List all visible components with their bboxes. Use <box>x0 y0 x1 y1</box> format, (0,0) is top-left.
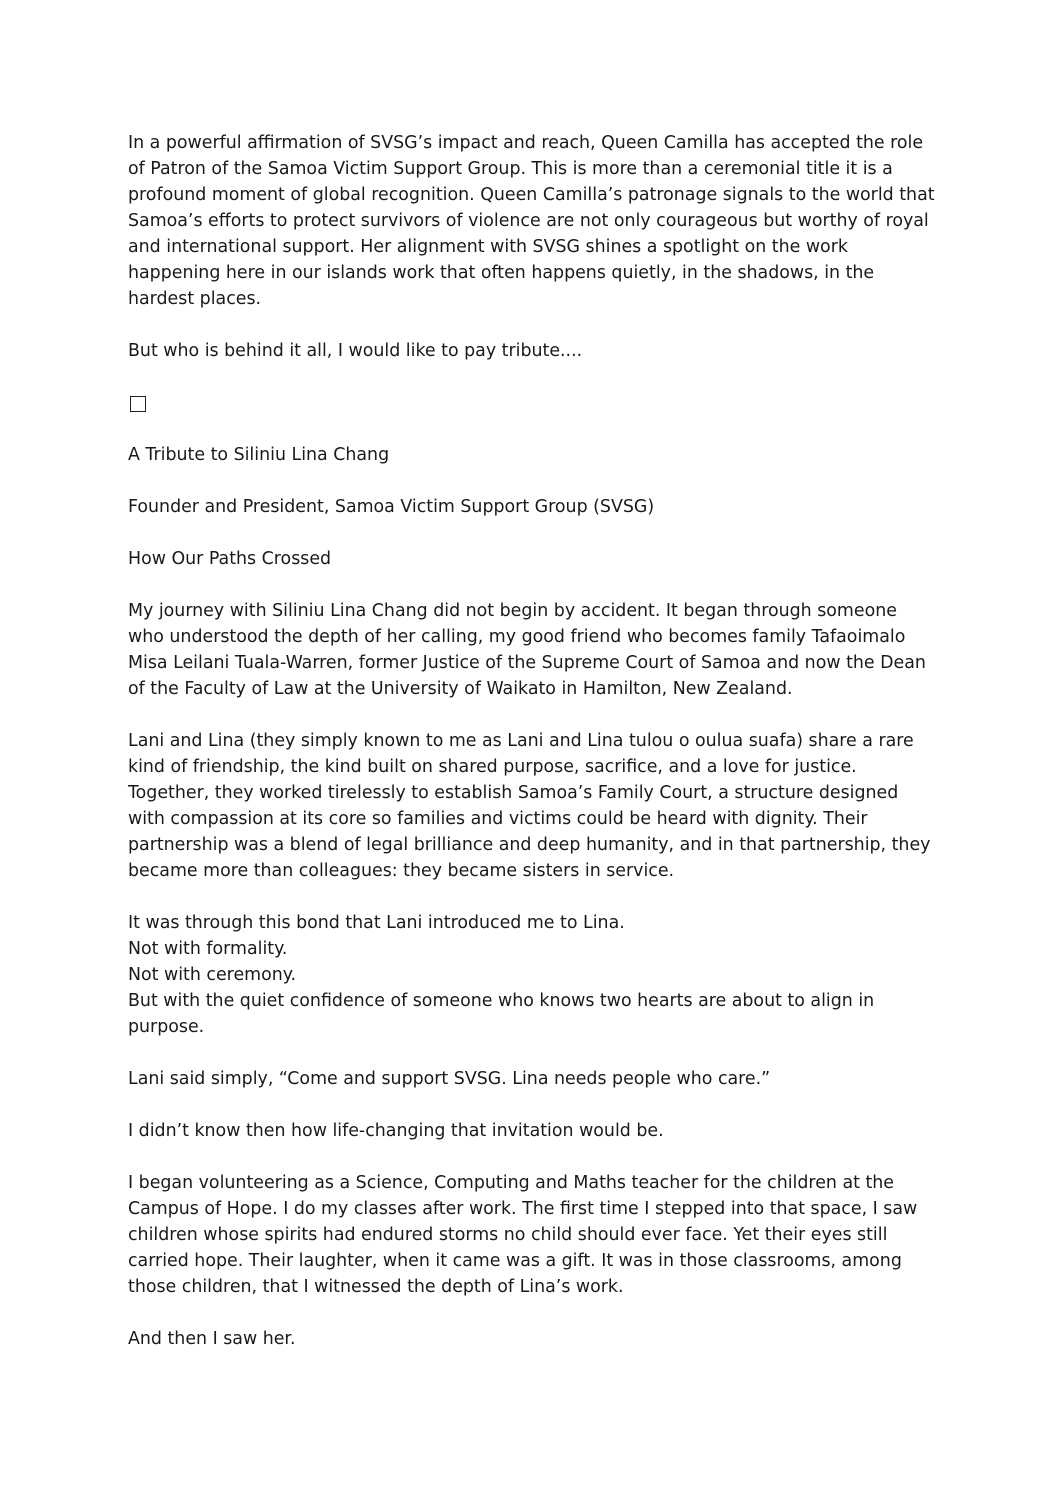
tribute-title: A Tribute to Siliniu Lina Chang <box>128 445 390 465</box>
paragraph-patron-announcement: In a powerful affirmation of SVSG’s impact and reach, Queen Camilla has accepted the role of Patron of the Samoa Victim Support Group. This is more than a ceremonial title it is a profound moment of global recognition. Queen Camilla’s patronage signals to the world that Samoa’s efforts to protect survivors of violence are not only courageous but worthy of royal and international support. Her alignment with SVSG shines a spotlight on the work happening here in our islands work that often happens quietly, in the shadows, in the hardest places. <box>128 133 935 309</box>
paragraph-saw-her: And then I saw her. <box>128 1329 296 1349</box>
paragraph-bond-line-3: Not with ceremony. <box>128 965 297 985</box>
tribute-subtitle: Founder and President, Samoa Victim Support Group (SVSG) <box>128 497 655 517</box>
paragraph-journey: My journey with Siliniu Lina Chang did not begin by accident. It began through someone who understood the depth of her calling, my good friend who becomes family Tafaoimalo Misa Leilani Tuala-Warren, former Justice of the Supreme Court of Samoa and now the Dean of the Faculty of Law at the University of Waikato in Hamilton, New Zealand. <box>128 601 926 699</box>
paragraph-bond-line-4: But with the quiet confidence of someone who knows two hearts are about to align in purpose. <box>128 991 875 1037</box>
paragraph-volunteering: I began volunteering as a Science, Computing and Maths teacher for the children at the Campus of Hope. I do my classes after work. The first time I stepped into that space, I saw children whose spirits had endured storms no child should ever face. Yet their eyes still carried hope. Their laughter, when it came was a gift. It was in those classrooms, among those children, that I witnessed the depth of Lina’s work. <box>128 1173 918 1297</box>
document-body <box>128 130 938 1378</box>
empty-square-icon <box>130 396 146 412</box>
paragraph-invitation: I didn’t know then how life-changing that invitation would be. <box>128 1121 664 1141</box>
paragraph-lani-quote: Lani said simply, “Come and support SVSG. Lina needs people who care.” <box>128 1069 771 1089</box>
section-heading: How Our Paths Crossed <box>128 549 332 569</box>
paragraph-tribute-intro: But who is behind it all, I would like to pay tribute.... <box>128 341 583 361</box>
paragraph-bond-line-2: Not with formality. <box>128 939 288 959</box>
checkbox-line <box>128 390 938 416</box>
paragraph-bond-line-1: It was through this bond that Lani introduced me to Lina. <box>128 913 625 933</box>
paragraph-friendship: Lani and Lina (they simply known to me as Lani and Lina tulou o oulua suafa) share a rare kind of friendship, the kind built on shared purpose, sacrifice, and a love for justice. Together, they worked tirelessly to establish Samoa’s Family Court, a structure designed with compassion at its core so families and victims could be heard with dignity. Their partnership was a blend of legal brilliance and deep humanity, and in that partnership, they became more than colleagues: they became sisters in service. <box>128 731 931 881</box>
